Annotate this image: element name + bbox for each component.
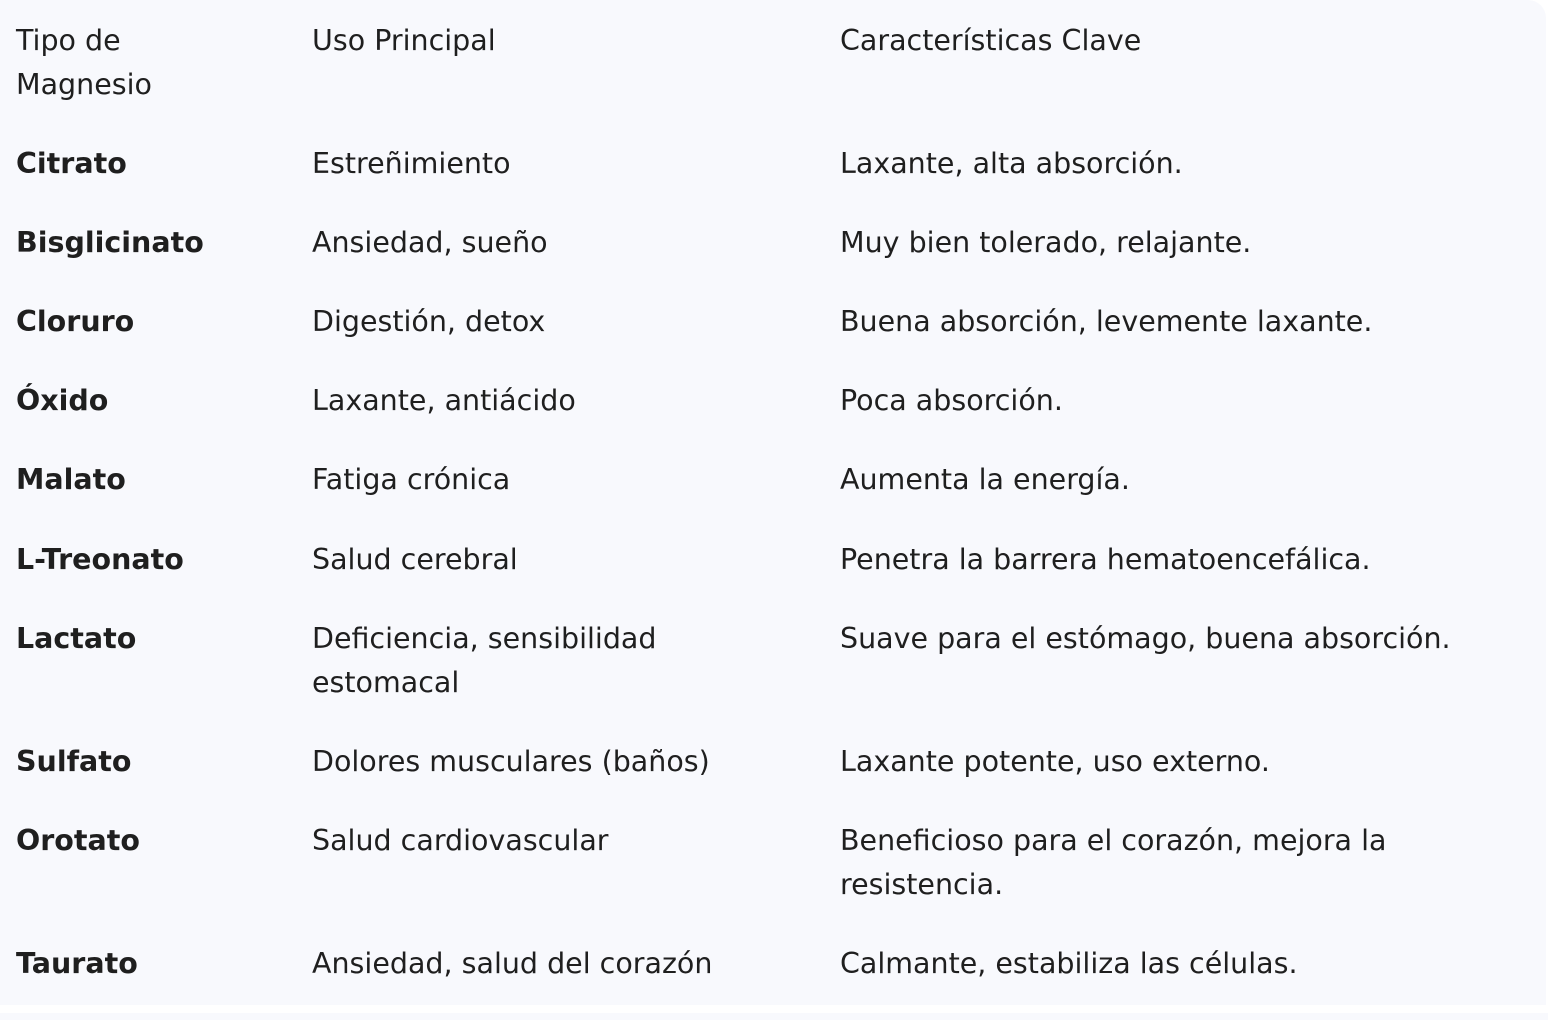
row-features-line: Penetra la barrera hematoencefálica. <box>840 543 1371 576</box>
row-type: Lactato <box>16 622 137 655</box>
row-use <box>312 142 511 186</box>
row-use <box>312 617 657 704</box>
row-features-line: Laxante potente, uso externo. <box>840 745 1270 778</box>
row-use-line: Ansiedad, sueño <box>312 226 548 259</box>
row-type: Cloruro <box>16 305 135 338</box>
row-use-line: Laxante, antiácido <box>312 384 576 417</box>
row-features <box>840 942 1298 986</box>
row-use-line: Fatiga crónica <box>312 463 511 496</box>
row-use-line: Ansiedad, salud del corazón <box>312 947 713 980</box>
row-features <box>840 617 1451 661</box>
row-features <box>840 538 1371 582</box>
row-use <box>312 538 518 582</box>
row-features <box>840 300 1372 344</box>
row-features-line: Calmante, estabiliza las células. <box>840 947 1298 980</box>
row-features-line: Laxante, alta absorción. <box>840 147 1183 180</box>
row-features <box>840 379 1063 423</box>
row-type: Sulfato <box>16 745 132 778</box>
header-type <box>16 19 256 106</box>
row-features <box>840 458 1130 502</box>
row-type: Taurato <box>16 947 138 980</box>
row-type: Óxido <box>16 384 109 417</box>
row-features <box>840 221 1251 265</box>
row-use <box>312 819 609 863</box>
row-use-line: estomacal <box>312 665 460 699</box>
row-type: Bisglicinato <box>16 226 204 259</box>
row-type: L-Treonato <box>16 543 184 576</box>
row-features <box>840 819 1386 906</box>
row-features-line: Muy bien tolerado, relajante. <box>840 226 1252 259</box>
row-features-line: Buena absorción, levemente laxante. <box>840 305 1373 338</box>
row-use-line: Estreñimiento <box>312 147 511 180</box>
row-use <box>312 379 576 423</box>
header-type-line1: Tipo de <box>16 24 121 57</box>
row-use <box>312 221 548 265</box>
row-features-line: Beneficioso para el corazón, mejora la <box>840 824 1387 857</box>
row-features <box>840 142 1183 186</box>
row-use <box>312 458 510 502</box>
row-features-line: Aumenta la energía. <box>840 463 1130 496</box>
row-type: Orotato <box>16 824 140 857</box>
row-features <box>840 740 1270 784</box>
row-use <box>312 942 712 986</box>
row-use <box>312 300 545 344</box>
header-features: Características Clave <box>840 24 1142 57</box>
row-use-line: Salud cerebral <box>312 543 518 576</box>
row-features-line: Suave para el estómago, buena absorción. <box>840 622 1451 655</box>
row-features-line: resistencia. <box>840 867 1004 901</box>
row-use <box>312 740 710 784</box>
row-use-line: Deficiencia, sensibilidad <box>312 622 657 655</box>
row-use-line: Digestión, detox <box>312 305 546 338</box>
row-use-line: Dolores musculares (baños) <box>312 745 710 778</box>
header-type-line2: Magnesio <box>16 67 152 101</box>
bottom-divider-strip <box>0 1013 1548 1020</box>
header-use: Uso Principal <box>312 24 496 57</box>
row-type: Malato <box>16 463 126 496</box>
row-type: Citrato <box>16 147 127 180</box>
row-use-line: Salud cardiovascular <box>312 824 609 857</box>
row-features-line: Poca absorción. <box>840 384 1063 417</box>
